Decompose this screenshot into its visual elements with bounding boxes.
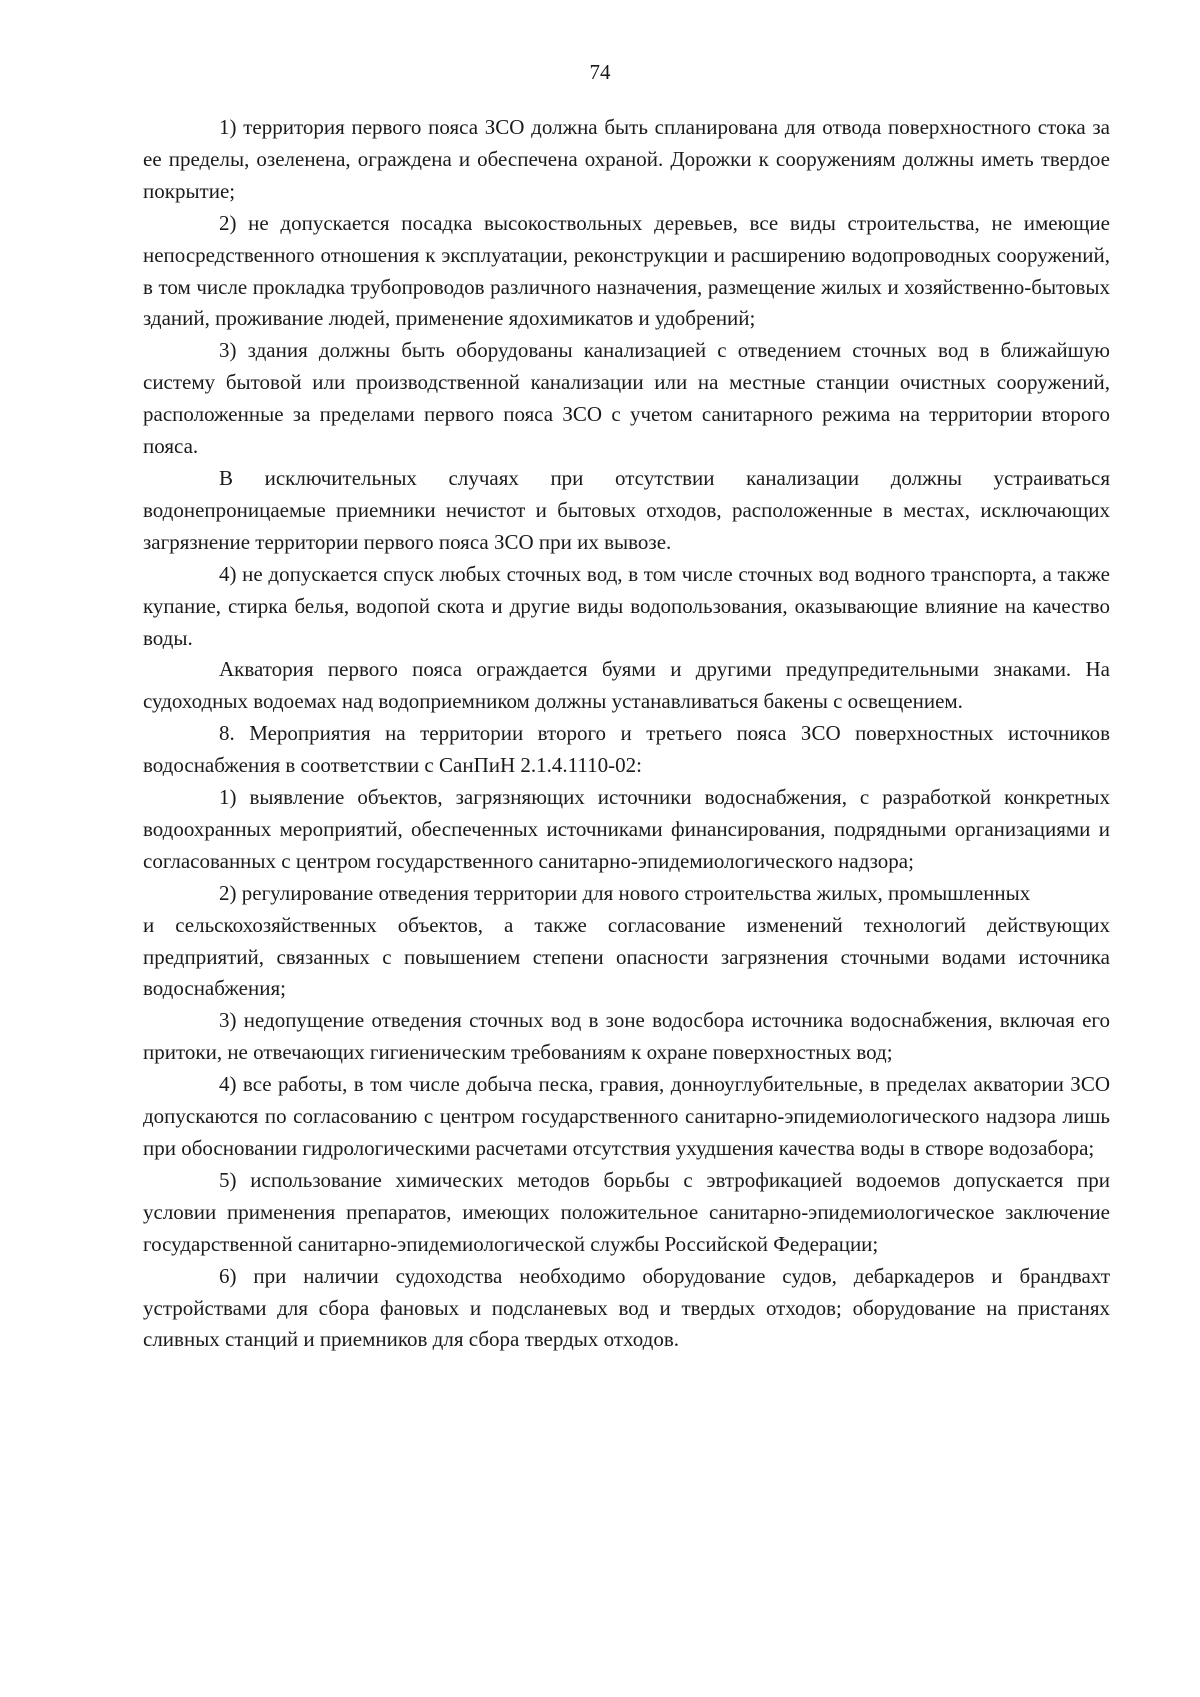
paragraph-section-8-heading: 8. Мероприятия на территории второго и третьего пояса ЗСО поверхностных источников водоснабжения в соответствии с СанПиН 2.1.4.1110-02: — [143, 721, 1110, 778]
paragraph-zone1-territory: 1) территория первого пояса ЗСО должна быть спланирована для отвода поверхностного стока за ее пределы, озеленена, ограждена и обеспечена охраной. Дорожки к сооружениям должны иметь твердое покрытие; — [143, 115, 1110, 203]
paragraph-chemical-methods: 5) использование химических методов борьбы с эвтрофикацией водоемов допускается при условии применения препаратов, имеющих положительное санитарно-эпидемиологическое заключение государственной санитарно-эпидемиологической службы Российской Федерации; — [143, 1167, 1110, 1256]
paragraph-pollution-sources: 1) выявление объектов, загрязняющих источники водоснабжения, с разработкой конкретных водоохранных мероприятий, обеспеченных источниками финансирования, подрядными организациями и согласованных с центром государственного санитарно-эпидемиологического надзора; — [143, 785, 1110, 873]
paragraph-exceptional-cases: В исключительных случаях при отсутствии канализации должны устраиваться водонепроницаемые приемники нечистот и бытовых отходов, расположенные в местах, исключающих загрязнение территории первого пояса ЗСО при их вывозе. — [143, 465, 1110, 554]
paragraph-shipping-equipment: 6) при наличии судоходства необходимо оборудование судов, дебаркадеров и брандвахт устройствами для сбора фановых и подсланевых вод и твердых отходов; оборудование на пристанях сливных станций и приемников для сбора твердых отходов. — [143, 1263, 1110, 1352]
paragraph-zone1-sewerage: 3) здания должны быть оборудованы канализацией с отведением сточных вод в ближайшую систему бытовой или производственной канализации или на местные станции очистных сооружений, расположенные за пределами первого пояса ЗСО с учетом санитарного режима на территории второго пояса. — [143, 338, 1110, 459]
document-body — [143, 112, 1110, 1356]
page-number: 74 — [589, 60, 611, 84]
paragraph-wastewater-ban: 4) не допускается спуск любых сточных вод, в том числе сточных вод водного транспорта, а также купание, стирка белья, водопой скота и другие виды водопользования, оказывающие влияние на качество воды. — [143, 561, 1110, 650]
paragraph-wastewater-discharge: 3) недопущение отведения сточных вод в зоне водосбора источника водоснабжения, включая его притоки, не отвечающих гигиеническим требованиям к охране поверхностных вод; — [143, 1008, 1110, 1065]
paragraph-construction-regulation: 2) регулирование отведения территории для нового строительства жилых, промышленных — [219, 880, 1031, 905]
paragraph-construction-continuation: и сельскохозяйственных объектов, а также согласование изменений технологий действующих предприятий, связанных с повышением степени опасности загрязнения сточными водами источника водоснабжения; — [143, 912, 1110, 1001]
paragraph-sand-gravel-works: 4) все работы, в том числе добыча песка, гравия, донноуглубительные, в пределах акватории ЗСО допускаются по согласованию с центром государственного санитарно-эпидемиологического надзора лишь при обосновании гидрологическими расчетами отсутствия ухудшения качества воды в створе водозабора; — [143, 1072, 1110, 1160]
paragraph-zone1-prohibitions: 2) не допускается посадка высокоствольных деревьев, все виды строительства, не имеющие непосредственного отношения к эксплуатации, реконструкции и расширению водопроводных сооружений, в том числе прокладка трубопроводов различного назначения, размещение жилых и хозяйственно-бытовых зданий, проживание людей, применение ядохимикатов и удобрений; — [143, 210, 1110, 331]
paragraph-aquatory-fencing: Акватория первого пояса ограждается буями и другими предупредительными знаками. На судоходных водоемах над водоприемником должны устанавливаться бакены с освещением. — [143, 657, 1110, 714]
